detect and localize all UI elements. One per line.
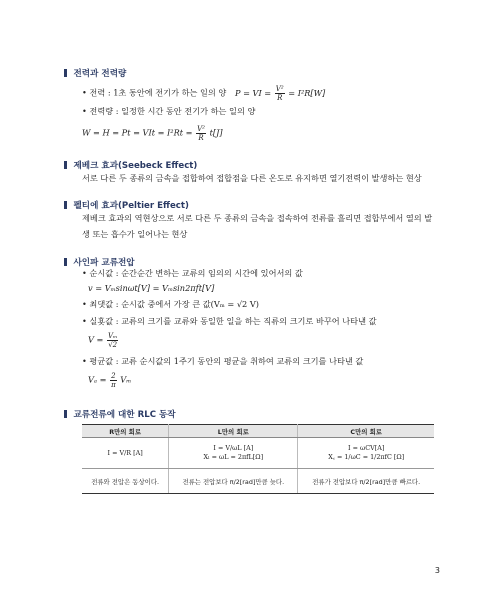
energy-definition: • 전력량 : 일정한 시간 동안 전기가 하는 일의 양 <box>82 106 256 116</box>
heading-bar-icon <box>64 69 67 77</box>
c-reactance-formula: X꜀ = 1/ωC = 1/2πfC [Ω] <box>328 453 405 461</box>
c-phase: 전류가 전압보다 π/2[rad]만큼 빠르다. <box>298 469 434 494</box>
r-formula <box>82 438 169 469</box>
header-r-circuit: R만의 회로 <box>82 425 169 438</box>
rms-value-definition: • 실횻값 : 교류의 크기를 교류와 동일한 일을 하는 직류의 크기로 바꾸어 나타낸 값 <box>82 316 377 326</box>
r-current-formula: I = V/R [A] <box>107 448 143 457</box>
table-header-row <box>82 425 434 438</box>
formula-left: V = <box>88 334 104 345</box>
formula-fraction <box>107 332 118 349</box>
page-number: 3 <box>434 566 440 575</box>
fraction-numerator: 2 <box>111 372 116 380</box>
section-title: 사인파 교류전압 <box>73 258 135 268</box>
fraction-numerator: Vₘ <box>108 332 118 340</box>
fraction-denominator: R <box>198 134 204 142</box>
fraction-numerator: V² <box>197 125 205 133</box>
formula-right: Vₘ <box>120 374 132 385</box>
power-definition-text: • 전력 : 1초 동안에 전기가 하는 일의 양 <box>82 87 227 98</box>
fraction-denominator: R <box>277 94 283 102</box>
formula-fraction <box>110 372 117 389</box>
l-formula <box>169 438 298 469</box>
header-c-circuit: C만의 회로 <box>298 425 434 438</box>
peltier-body: 제베크 효과의 역현상으로 서로 다른 두 종류의 금속을 접속하여 전류를 흘리면 접합부에서 열의 발생 또는 흡수가 일어나는 현상 <box>82 213 433 239</box>
fraction-denominator: √2 <box>108 341 118 349</box>
formula-right: t[J] <box>209 127 223 138</box>
fraction-numerator: V² <box>275 85 284 93</box>
table-row <box>82 438 434 469</box>
power-definition <box>82 85 325 102</box>
instant-value-definition: • 순시값 : 순간순간 변하는 교류의 임의의 시간에 있어서의 값 <box>82 268 303 278</box>
formula-fraction <box>196 125 206 142</box>
c-formula <box>298 438 434 469</box>
formula-left: P = VI = <box>234 87 272 98</box>
section-heading-rlc <box>64 408 176 420</box>
header-l-circuit: L만의 회로 <box>169 425 298 438</box>
heading-bar-icon <box>64 161 67 169</box>
section-heading-sine <box>64 256 135 268</box>
instant-value-formula: v = Vₘsinωt[V] = Vₘsin2πft[V] <box>88 283 215 293</box>
heading-bar-icon <box>64 410 67 418</box>
formula-left: Vₐ = <box>88 374 107 385</box>
section-title: 전력과 전력량 <box>73 69 127 79</box>
section-title: 펠티에 효과(Peltier Effect) <box>73 201 189 211</box>
l-phase: 전류는 전압보다 π/2[rad]만큼 늦다. <box>169 469 298 494</box>
r-phase: 전류와 전압은 동상이다. <box>82 469 169 494</box>
max-value-definition: • 최댓값 : 순시값 중에서 가장 큰 값(Vₘ = √2 V) <box>82 299 259 309</box>
power-formula <box>234 85 326 102</box>
energy-formula <box>82 125 223 142</box>
average-value-formula <box>88 372 131 389</box>
rms-value-formula <box>88 332 119 349</box>
heading-bar-icon <box>64 258 67 266</box>
section-title: 교류전류에 대한 RLC 동작 <box>73 410 176 420</box>
rlc-table <box>82 424 434 494</box>
heading-bar-icon <box>64 201 67 209</box>
c-current-formula: I = ωCV[A] <box>348 444 385 452</box>
l-current-formula: I = V/ωL [A] <box>213 444 254 452</box>
formula-left: W = H = Pt = VIt = I²Rt = <box>82 127 193 138</box>
formula-fraction <box>275 85 285 102</box>
table-row <box>82 469 434 494</box>
section-heading-power <box>64 67 126 79</box>
fraction-denominator: π <box>111 381 116 389</box>
l-reactance-formula: Xₗ = ωL = 2πfL[Ω] <box>203 453 264 461</box>
seebeck-body: 서로 다른 두 종류의 금속을 접합하여 접합점을 다른 온도로 유지하면 열기전력이 발생하는 현상 <box>82 173 422 183</box>
average-value-definition: • 평균값 : 교류 순시값의 1주기 동안의 평균을 취하여 교류의 크기를 나타낸 값 <box>82 356 364 366</box>
section-title: 제베크 효과(Seebeck Effect) <box>73 161 198 171</box>
formula-right: = I²R[W] <box>288 87 326 98</box>
